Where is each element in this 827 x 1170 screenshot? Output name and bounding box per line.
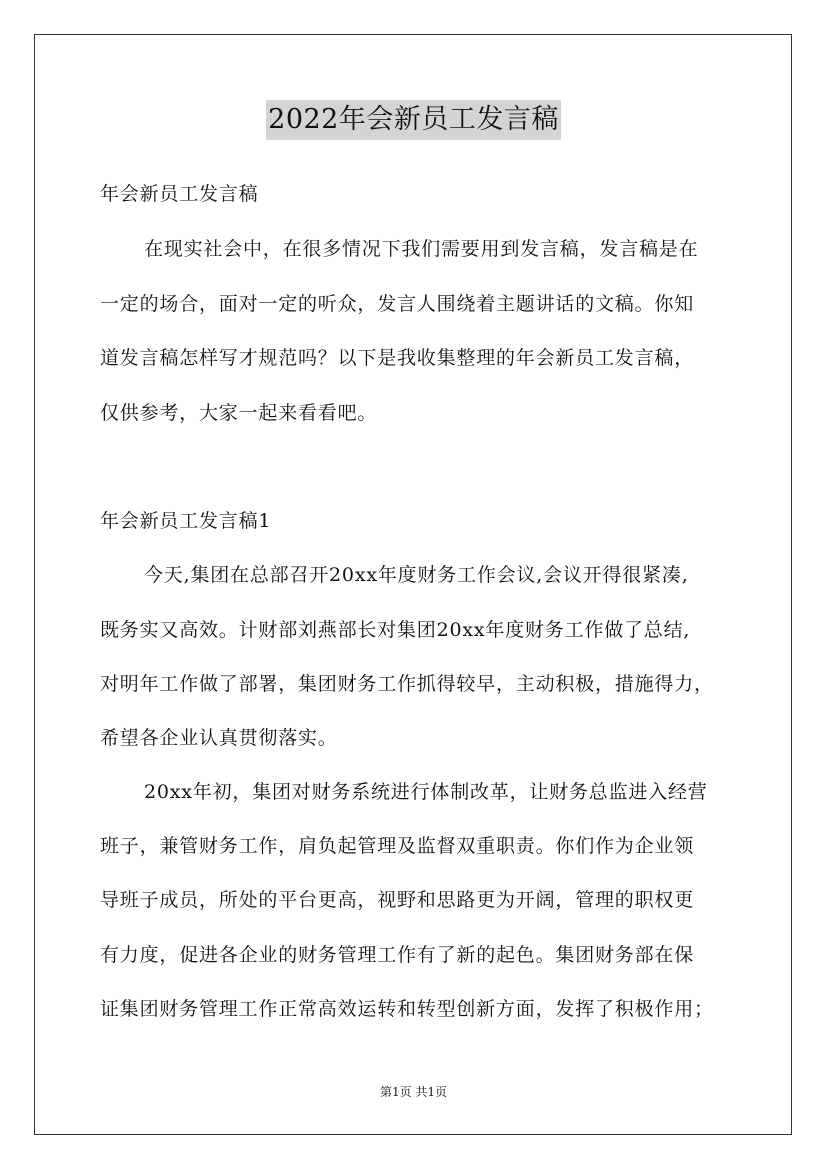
intro-line-3: 道发言稿怎样写才规范吗？以下是我收集整理的年会新员工发言稿， — [100, 347, 695, 369]
para1-line-2: 既务实又高效。计财部刘燕部长对集团20xx年度财务工作做了总结, — [100, 619, 691, 641]
document-title: 2022年会新员工发言稿 — [266, 100, 561, 140]
para1-line-1: 今天,集团在总部召开20xx年度财务工作会议,会议开得很紧凑, — [144, 564, 689, 586]
para2-line-4: 有力度，促进各企业的财务管理工作有了新的起色。集团财务部在保 — [100, 944, 695, 966]
document-subtitle: 年会新员工发言稿 — [100, 183, 259, 205]
para1-line-3: 对明年工作做了部署，集团财务工作抓得较早，主动积极，措施得力， — [100, 673, 714, 695]
para2-line-5: 证集团财务管理工作正常高效运转和转型创新方面，发挥了积极作用； — [100, 998, 714, 1020]
title-container — [0, 100, 827, 140]
para2-line-3: 导班子成员，所处的平台更高，视野和思路更为开阔，管理的职权更 — [100, 889, 695, 911]
para2-line-2: 班子，兼管财务工作，肩负起管理及监督双重职责。你们作为企业领 — [100, 835, 695, 857]
page-footer: 第1页 共1页 — [379, 1085, 448, 1099]
para1-line-4: 希望各企业认真贯彻落实。 — [100, 727, 338, 749]
section-heading: 年会新员工发言稿1 — [100, 510, 272, 532]
intro-line-4: 仅供参考，大家一起来看看吧。 — [100, 402, 378, 424]
para2-line-1: 20xx年初，集团对财务系统进行体制改革，让财务总监进入经营 — [144, 781, 708, 803]
intro-line-1: 在现实社会中，在很多情况下我们需要用到发言稿，发言稿是在 — [144, 238, 699, 260]
intro-line-2: 一定的场合，面对一定的听众，发言人围绕着主题讲话的文稿。你知 — [100, 293, 695, 315]
